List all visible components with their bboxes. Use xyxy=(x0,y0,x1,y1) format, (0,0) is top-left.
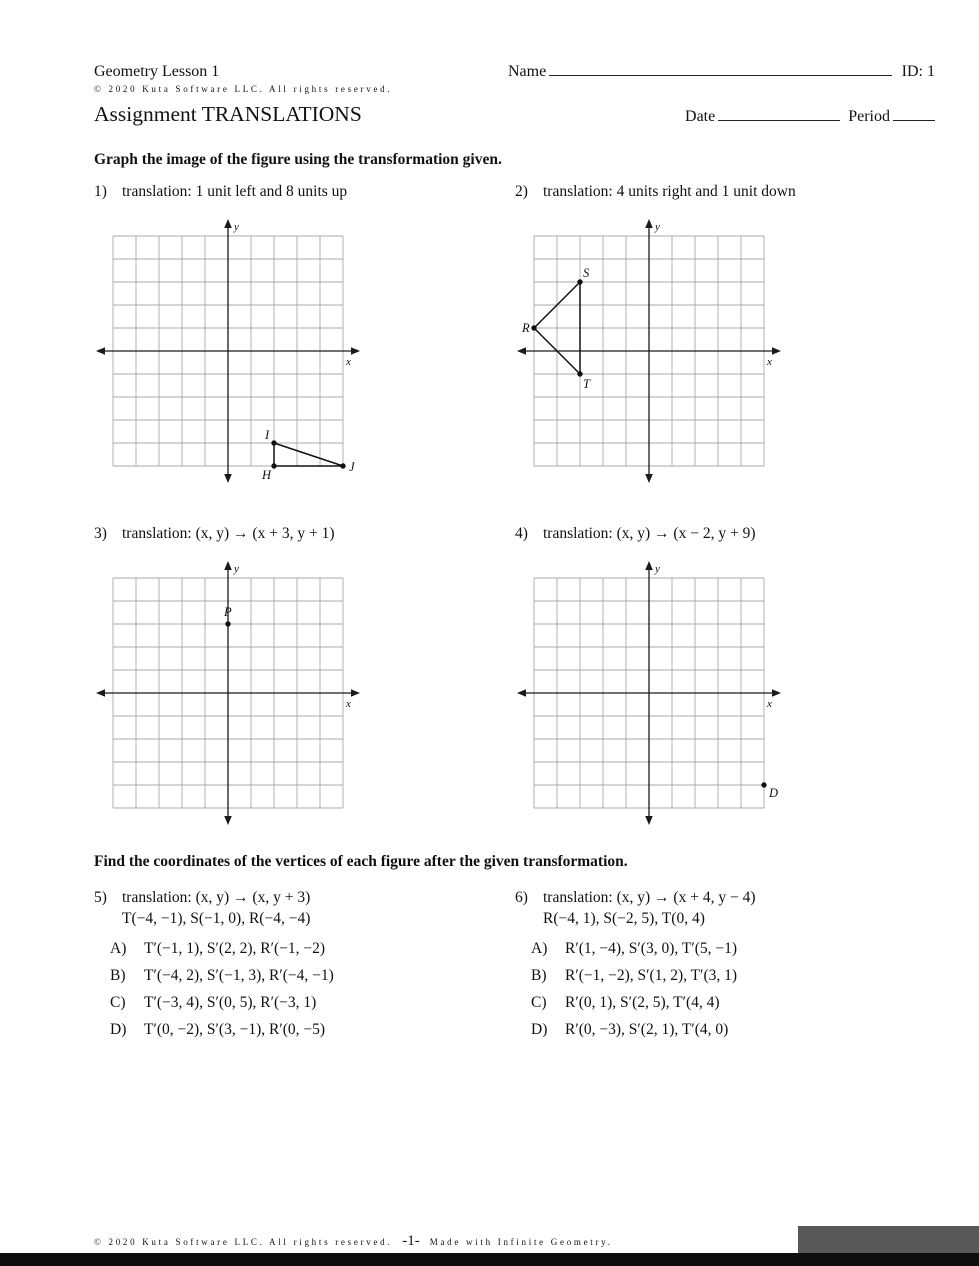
problem-statement xyxy=(94,183,515,201)
figure-point xyxy=(340,463,345,468)
axis-arrowhead xyxy=(645,219,653,228)
answer-choice xyxy=(531,940,935,958)
footer-copyright: © 2020 Kuta Software LLC. All rights reserved. xyxy=(94,1237,393,1247)
point-label: S xyxy=(583,266,590,280)
header-row-3 xyxy=(94,102,935,127)
point-label: I xyxy=(265,428,270,442)
scan-artifact-gray xyxy=(798,1226,979,1253)
coord-problem-6 xyxy=(515,889,935,1048)
y-axis-label: y xyxy=(234,563,239,575)
axis-arrowhead xyxy=(517,347,526,355)
page-number: -1- xyxy=(402,1233,420,1249)
choice-text: T′(−4, 2), S′(−1, 3), R′(−4, −1) xyxy=(144,967,334,984)
x-axis-label: x xyxy=(767,698,772,710)
problem-statement xyxy=(515,183,935,201)
point-label: T xyxy=(583,377,590,391)
coords-instruction: Find the coordinates of the vertices of each figure after the given transformation. xyxy=(94,853,628,870)
figure-point xyxy=(531,325,536,330)
lesson-title: Geometry Lesson 1 xyxy=(94,63,220,80)
figure-point xyxy=(577,279,582,284)
problem-number: 6) xyxy=(515,889,528,906)
problem-statement xyxy=(515,525,935,543)
answer-choices xyxy=(110,940,515,1039)
problem-number: 4) xyxy=(515,525,528,542)
choice-text: T′(−3, 4), S′(0, 5), R′(−3, 1) xyxy=(144,994,317,1011)
axis-arrowhead xyxy=(224,474,232,483)
y-axis-label: y xyxy=(234,221,239,233)
problem-text: translation: 1 unit left and 8 units up xyxy=(122,183,348,200)
coordinate-grid xyxy=(509,553,789,833)
date-label: Date xyxy=(685,108,716,125)
axis-arrowhead xyxy=(517,689,526,697)
problem-text: translation: 4 units right and 1 unit down xyxy=(543,183,796,200)
axis-arrowhead xyxy=(351,347,360,355)
axis-arrowhead xyxy=(224,219,232,228)
figure-point xyxy=(271,463,276,468)
axis-arrowhead xyxy=(772,689,781,697)
axis-arrowhead xyxy=(96,689,105,697)
answer-choices xyxy=(531,940,935,1039)
graph-problems-grid xyxy=(94,183,935,833)
x-axis-label: x xyxy=(767,356,772,368)
problem-number: 1) xyxy=(94,183,107,200)
problem-number: 2) xyxy=(515,183,528,200)
problem-statement xyxy=(515,889,935,907)
coordinate-grid xyxy=(88,553,368,833)
header-row-1 xyxy=(94,62,935,81)
x-axis-label: x xyxy=(346,356,351,368)
figure-point xyxy=(271,440,276,445)
graph-problem-2 xyxy=(515,183,935,491)
choice-letter: B) xyxy=(110,967,126,984)
choice-letter: C) xyxy=(110,994,126,1011)
name-blank-line xyxy=(549,62,891,76)
coordinate-problems xyxy=(94,889,935,1048)
axis-arrowhead xyxy=(224,816,232,825)
copyright-top: © 2020 Kuta Software LLC. All rights reserved. xyxy=(94,84,393,94)
choice-text: R′(0, 1), S′(2, 5), T′(4, 4) xyxy=(565,994,720,1011)
graph-problem-4 xyxy=(515,525,935,833)
answer-choice xyxy=(110,940,515,958)
axis-arrowhead xyxy=(96,347,105,355)
figure-polygon xyxy=(274,443,343,466)
graph-problem-1 xyxy=(94,183,515,491)
given-vertices: T(−4, −1), S(−1, 0), R(−4, −4) xyxy=(122,910,311,927)
footer-made-with: Made with Infinite Geometry. xyxy=(429,1237,613,1247)
coord-problem-5 xyxy=(94,889,515,1048)
axis-arrowhead xyxy=(645,474,653,483)
period-blank-line xyxy=(893,108,935,121)
choice-letter: A) xyxy=(110,940,127,957)
answer-choice xyxy=(531,994,935,1012)
choice-text: T′(−1, 1), S′(2, 2), R′(−1, −2) xyxy=(144,940,326,957)
point-label: H xyxy=(262,468,272,482)
problem-statement xyxy=(94,889,515,907)
coordinate-grid xyxy=(509,211,789,491)
figure-point xyxy=(577,371,582,376)
y-axis-label: y xyxy=(655,563,660,575)
answer-choice xyxy=(531,1021,935,1039)
given-vertices: R(−4, 1), S(−2, 5), T(0, 4) xyxy=(543,910,705,927)
point-label: D xyxy=(769,786,779,800)
figure-point xyxy=(225,621,230,626)
figure-point xyxy=(761,782,766,787)
axis-arrowhead xyxy=(645,561,653,570)
name-label: Name xyxy=(508,63,547,80)
answer-choice xyxy=(110,1021,515,1039)
choice-letter: D) xyxy=(110,1021,127,1038)
problem-statement xyxy=(94,525,515,543)
point-label: R xyxy=(522,321,530,335)
choice-text: T′(0, −2), S′(3, −1), R′(0, −5) xyxy=(144,1021,326,1038)
axis-arrowhead xyxy=(224,561,232,570)
answer-choice xyxy=(531,967,935,985)
answer-choice xyxy=(110,994,515,1012)
problem-text: translation: (x, y) → (x + 3, y + 1) xyxy=(122,525,335,542)
graph-problem-3 xyxy=(94,525,515,833)
coordinate-grid xyxy=(88,211,368,491)
choice-text: R′(1, −4), S′(3, 0), T′(5, −1) xyxy=(565,940,738,957)
choice-text: R′(−1, −2), S′(1, 2), T′(3, 1) xyxy=(565,967,738,984)
y-axis-label: y xyxy=(655,221,660,233)
axis-arrowhead xyxy=(645,816,653,825)
point-label: J xyxy=(349,460,355,474)
problem-text: translation: (x, y) → (x − 2, y + 9) xyxy=(543,525,756,542)
date-blank-line xyxy=(718,108,840,121)
period-label: Period xyxy=(848,108,890,125)
problem-text: translation: (x, y) → (x + 4, y − 4) xyxy=(543,889,756,906)
date-period-group xyxy=(685,108,935,126)
choice-text: R′(0, −3), S′(2, 1), T′(4, 0) xyxy=(565,1021,729,1038)
axis-arrowhead xyxy=(351,689,360,697)
choice-letter: D) xyxy=(531,1021,548,1038)
problem-number: 5) xyxy=(94,889,107,906)
footer xyxy=(94,1233,613,1250)
problem-text: translation: (x, y) → (x, y + 3) xyxy=(122,889,311,906)
x-axis-label: x xyxy=(346,698,351,710)
graph-instruction: Graph the image of the figure using the transformation given. xyxy=(94,151,502,168)
assignment-title: Assignment TRANSLATIONS xyxy=(94,102,362,126)
point-label: P xyxy=(224,605,232,619)
choice-letter: C) xyxy=(531,994,547,1011)
choice-letter: B) xyxy=(531,967,547,984)
scan-artifact-black xyxy=(0,1253,979,1266)
axis-arrowhead xyxy=(772,347,781,355)
problem-number: 3) xyxy=(94,525,107,542)
id-label: ID: 1 xyxy=(901,63,935,80)
choice-letter: A) xyxy=(531,940,548,957)
answer-choice xyxy=(110,967,515,985)
